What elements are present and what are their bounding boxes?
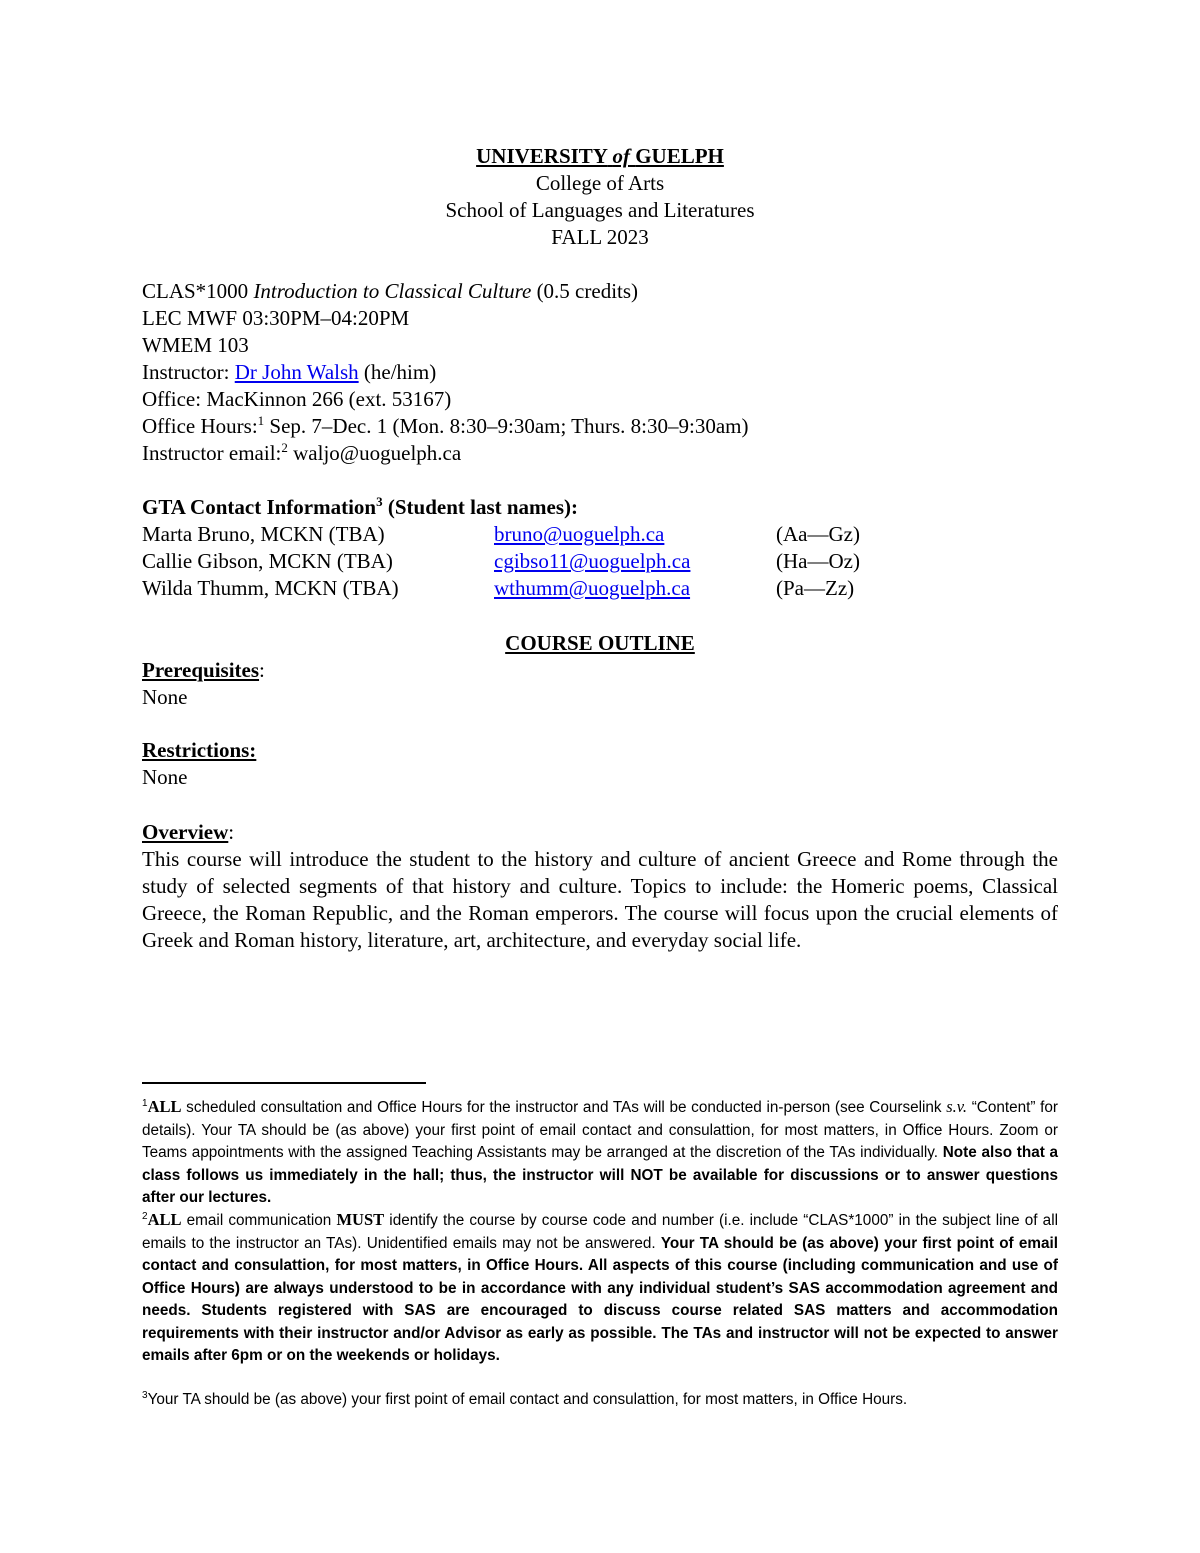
footnote-ref-2: 2 <box>281 440 288 455</box>
gta-name: Callie Gibson, MCKN (TBA) <box>142 549 393 573</box>
overview-heading: Overview: <box>142 820 235 844</box>
term: FALL 2023 <box>551 225 649 249</box>
restrictions-heading: Restrictions: <box>142 738 257 762</box>
gta-heading: GTA Contact Information$^3$ (Student last names): <box>142 494 579 519</box>
school-name: School of Languages and Literatures <box>445 198 755 222</box>
gta-name: Wilda Thumm, MCKN (TBA) <box>142 576 399 600</box>
office-hours-line: Office Hours:$^1$ Sep. 7–Dec. 1 (Mon. 8:30–9:30am; Thurs. 8:30–9:30am) <box>142 413 749 438</box>
gta-email-link[interactable]: bruno@uoguelph.ca <box>494 522 665 546</box>
instructor-link[interactable]: Dr John Walsh <box>234 360 359 384</box>
footnote-ref-1: 1 <box>257 413 265 428</box>
lecture-time: LEC MWF 03:30PM–04:20PM <box>142 306 410 330</box>
footnote-3: $^3$Your TA should be (as above) your first point of email contact and consulattion, for most matters, in Office Hours. <box>142 1389 908 1408</box>
prerequisites-value: None <box>142 685 188 709</box>
footnote-separator <box>142 1082 426 1084</box>
footnote-ref-3: 3 <box>376 494 383 509</box>
gta-name-range: (Aa—Gz) <box>776 522 860 546</box>
instructor-line: Instructor: Dr John Walsh (he/him) <box>142 360 437 384</box>
gta-name-range: (Pa—Zz) <box>776 576 855 600</box>
footnote-2: $^2$ALL email communication MUST identify the course by course code and number (i.e. include “CLAS*1000” in the subject line of all emails to the instructor an TAs). Unidentified emails may not be answered. Your TA should be (as above) your first point of email contact and consulattion, for most matters, in Office Hours. All aspects of this course (including communication and use of Office Hours) are always understood to be in accordance with any individual student’s SAS accommodation agreement and needs. Students registered with SAS are encouraged to discuss course related SAS matters and accommodation requirements with their instructor and/or Advisor as early as possible. The TAs and instructor will not be expected to answer emails after 6pm or on the weekends or holidays. <box>142 1210 1058 1364</box>
instructor-email-line: Instructor email:$^2$ waljo@uoguelph.ca <box>142 440 462 465</box>
office-line: Office: MacKinnon 266 (ext. 53167) <box>142 387 452 411</box>
course-outline-title: COURSE OUTLINE <box>505 631 695 655</box>
gta-email-link[interactable]: cgibso11@uoguelph.ca <box>494 549 691 573</box>
college-name: College of Arts <box>535 171 665 195</box>
overview-text: This course will introduce the student to the history and culture of ancient Greece and Rome through the study of selected segments of that history and culture. Topics to include: the Homeric poems, Classical Greece, the Roman Republic, and the Roman emperors. The course will focus upon the crucial elements of Greek and Roman history, literature, art, architecture, and everyday social life. <box>142 847 1058 952</box>
restrictions-value: None <box>142 765 188 789</box>
course-title-line: CLAS*1000 Introduction to Classical Culture (0.5 credits) <box>142 279 639 303</box>
lecture-room: WMEM 103 <box>142 333 249 357</box>
university-name: UNIVERSITY of GUELPH <box>476 144 724 168</box>
gta-email-link[interactable]: wthumm@uoguelph.ca <box>494 576 691 600</box>
gta-name: Marta Bruno, MCKN (TBA) <box>142 522 385 546</box>
gta-name-range: (Ha—Oz) <box>776 549 860 573</box>
footnote-1: $^1$ALL scheduled consultation and Office Hours for the instructor and TAs will be conducted in-person (see Courselink s.v. “Content” for details). Your TA should be (as above) your first point of email contact and consulattion, for most matters, in Office Hours. Zoom or Teams appointments with the assigned Teaching Assistants may be arranged at the discretion of the TAs individually. Note also that a class follows us immediately in the hall; thus, the instructor will NOT be available for discussions or to answer questions after our lectures. <box>142 1097 1059 1206</box>
prerequisites-heading: Prerequisites: <box>142 658 265 682</box>
